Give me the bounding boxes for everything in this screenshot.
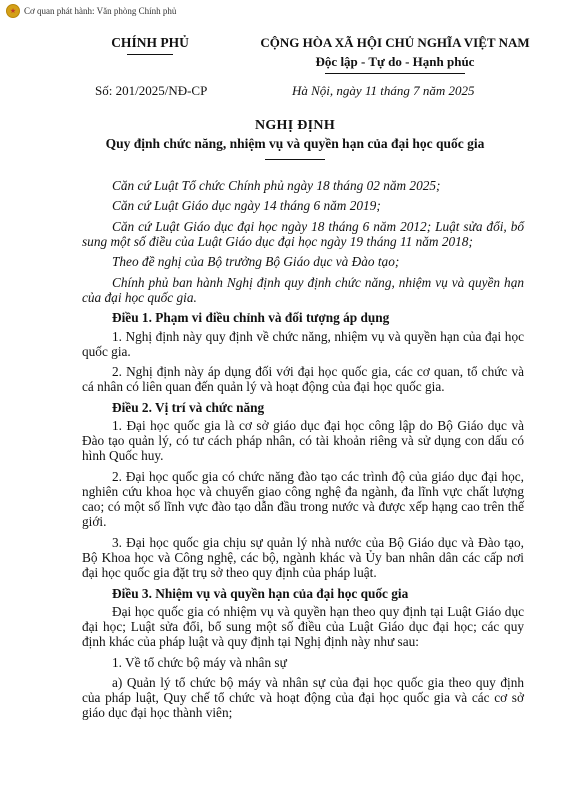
- document-body: [82, 178, 524, 726]
- preamble-line: Căn cứ Luật Giáo dục ngày 14 tháng 6 năm 2019;: [112, 198, 381, 214]
- agency-header: [95, 35, 205, 55]
- issuer-bar: [6, 4, 176, 18]
- article-1-clause: 2. Nghị định này áp dụng đối với đại học quốc gia, các cơ quan, tổ chức và cá nhân có liên quan đến quản lý và hoạt động của đại học quốc gia.: [82, 364, 524, 395]
- preamble-line: Căn cứ Luật Tổ chức Chính phủ ngày 18 tháng 02 năm 2025;: [112, 178, 441, 193]
- article-1-clause: 1. Nghị định này quy định về chức năng, nhiệm vụ và quyền hạn của đại học quốc gia.: [82, 328, 524, 359]
- preamble-line: Căn cứ Luật Giáo dục đại học ngày 18 tháng 6 năm 2012; Luật sửa đổi, bổ sung một số điều của Luật Giáo dục đại học ngày 19 tháng 11 năm 2018;: [82, 218, 524, 249]
- article-2-heading: Điều 2. Vị trí và chức năng: [112, 399, 265, 415]
- issuer-label: Cơ quan phát hành: Văn phòng Chính phủ: [24, 6, 177, 16]
- article-1-heading: Điều 1. Phạm vi điều chỉnh và đối tượng áp dụng: [112, 310, 390, 326]
- title-separator: [265, 159, 325, 160]
- article-3-clause: Đại học quốc gia có nhiệm vụ và quyền hạn theo quy định tại Luật Giáo dục đại học; Luật sửa đổi, bổ sung một số điều của Luật Giáo dục đại học; các quy định khác của pháp luật và quy định tại Nghị định này như sau:: [82, 603, 524, 650]
- article-2-clause: 3. Đại học quốc gia chịu sự quản lý nhà nước của Bộ Giáo dục và Đào tạo, Bộ Khoa học và Công nghệ, các bộ, ngành khác và Ủy ban nhân dân các cấp nơi đại học quốc gia đặt trụ sở theo quy định của pháp luật.: [82, 534, 524, 581]
- document-type: NGHỊ ĐỊNH: [254, 118, 336, 133]
- preamble-line: Chính phủ ban hành Nghị định quy định chức năng, nhiệm vụ và quyền hạn của đại học quốc gia.: [82, 274, 524, 305]
- article-2-clause: 2. Đại học quốc gia có chức năng đào tạo các trình độ của giáo dục đại học, nghiên cứu khoa học và chuyển giao công nghệ đa ngành, đa lĩnh vực chất lượng cao; có một số lĩnh vực đào tạo dẫn đầu trong nước và được xếp hạng cao trên thế giới.: [82, 468, 524, 530]
- place-date: Hà Nội, ngày 11 tháng 7 năm 2025: [292, 83, 475, 98]
- title-block: [60, 118, 530, 160]
- article-3-clause: 1. Về tổ chức bộ máy và nhân sự: [112, 654, 287, 670]
- article-2-clause: 1. Đại học quốc gia là cơ sở giáo dục đại học công lập do Bộ Giáo dục và Đào tạo quản lý, có tư cách pháp nhân, có tài khoản riêng và sử dụng con dấu có hình Quốc huy.: [82, 417, 524, 464]
- national-header: [245, 35, 545, 74]
- article-3-heading: Điều 3. Nhiệm vụ và quyền hạn của đại học quốc gia: [112, 585, 409, 601]
- preamble-line: Theo đề nghị của Bộ trưởng Bộ Giáo dục và Đào tạo;: [112, 254, 400, 270]
- country-name: CỘNG HÒA XÃ HỘI CHỦ NGHĨA VIỆT NAM: [260, 35, 530, 50]
- article-3-clause: a) Quản lý tổ chức bộ máy và nhân sự của đại học quốc gia theo quy định của pháp luật, Quy chế tổ chức và hoạt động của đại học quốc gia và các cơ sở giáo dục đại học thành viên;: [82, 674, 524, 721]
- state-emblem-icon: ★: [6, 4, 20, 18]
- document-subject: Quy định chức năng, nhiệm vụ và quyền hạn của đại học quốc gia: [105, 136, 485, 151]
- document-number: Số: 201/2025/NĐ-CP: [95, 83, 208, 98]
- national-motto: Độc lập - Tự do - Hạnh phúc: [315, 54, 475, 69]
- agency-underline: [127, 54, 173, 55]
- agency-name: CHÍNH PHỦ: [111, 35, 189, 50]
- motto-underline: [325, 73, 465, 74]
